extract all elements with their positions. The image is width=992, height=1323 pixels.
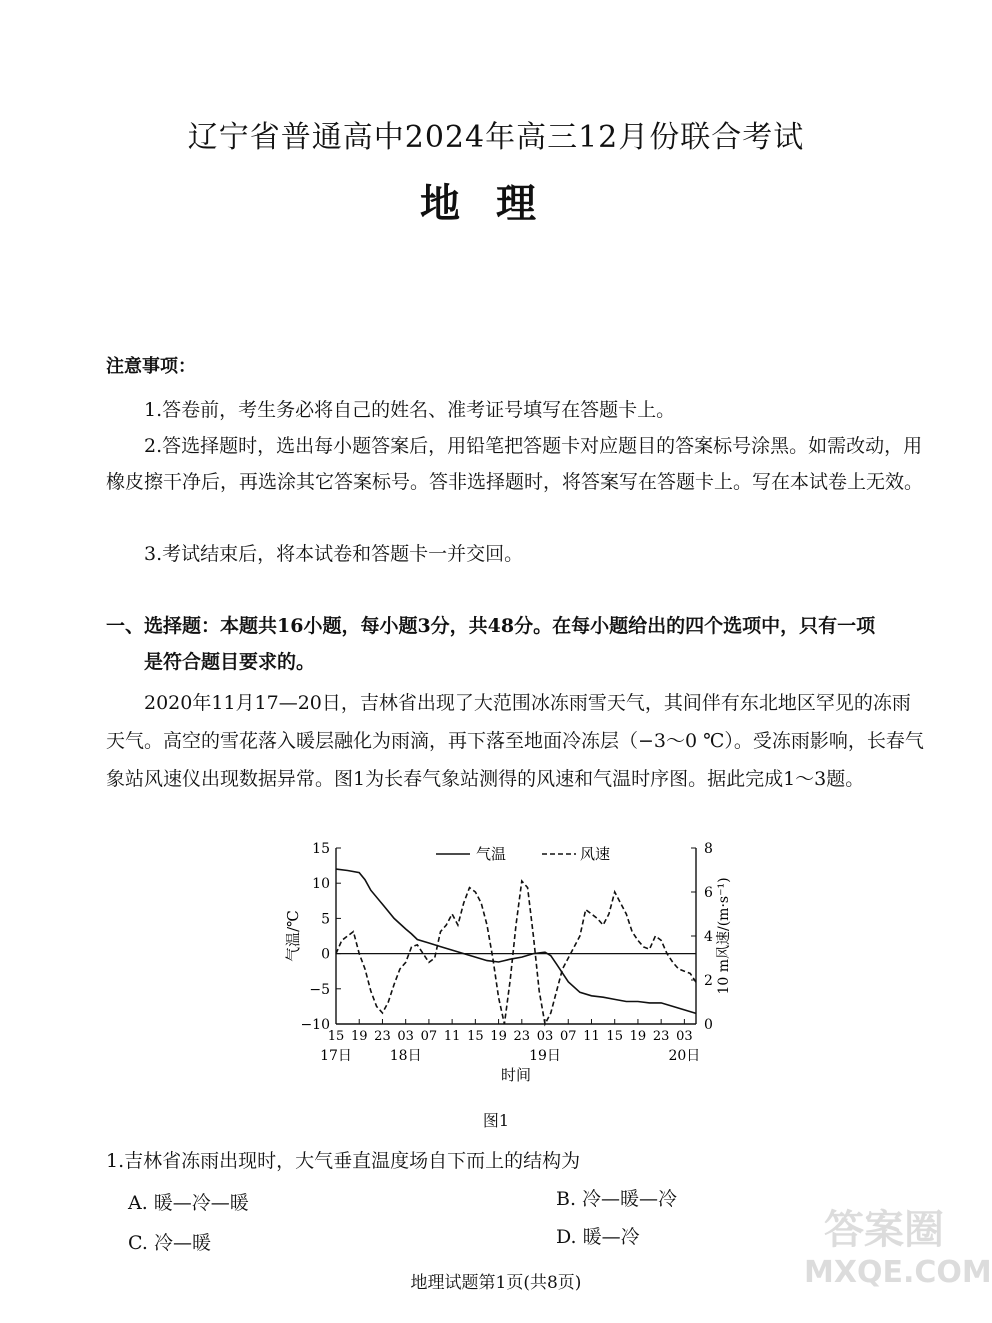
right-axis-title: 10 m风速/(m·s⁻¹) bbox=[716, 877, 732, 995]
left-tick-label: 10 bbox=[312, 876, 330, 893]
x-axis-title: 时间 bbox=[500, 1066, 532, 1084]
right-tick-label: 8 bbox=[704, 841, 713, 857]
note-item-1: 1.答卷前，考生务必将自己的姓名、准考证号填写在答题卡上。 bbox=[144, 399, 676, 421]
day-label: 19日 bbox=[529, 1048, 561, 1064]
option-c: C. 冷—暖 bbox=[128, 1232, 211, 1254]
x-tick-label: 15 bbox=[467, 1029, 484, 1044]
watermark-url: MXQE.COM bbox=[804, 1255, 992, 1290]
exam-title: 辽宁省普通高中2024年高三12月份联合考试 bbox=[187, 120, 805, 155]
section-heading-line2: 是符合题目要求的。 bbox=[144, 651, 316, 673]
left-tick-label: −5 bbox=[309, 981, 330, 998]
x-tick-label: 23 bbox=[652, 1029, 670, 1044]
notes-heading: 注意事项： bbox=[106, 356, 196, 377]
right-tick-label: 6 bbox=[704, 885, 713, 901]
right-tick-label: 0 bbox=[704, 1017, 713, 1033]
left-tick-label: 0 bbox=[321, 946, 330, 963]
x-tick-label: 11 bbox=[583, 1029, 600, 1044]
watermark-text: 答案圈 bbox=[824, 1206, 944, 1253]
left-tick-label: 5 bbox=[321, 911, 330, 928]
subject-title: 地理 bbox=[420, 180, 572, 227]
x-tick-label: 07 bbox=[420, 1029, 438, 1044]
x-tick-label: 03 bbox=[536, 1029, 554, 1044]
x-tick-label: 15 bbox=[327, 1029, 345, 1044]
x-tick-label: 19 bbox=[490, 1029, 507, 1044]
x-tick-label: 19 bbox=[629, 1029, 647, 1044]
watermark-logo bbox=[804, 1198, 992, 1308]
x-tick-label: 03 bbox=[397, 1029, 414, 1044]
legend-label-windspeed: 风速 bbox=[580, 845, 611, 863]
material-paragraph: 2020年11月17—20日，吉林省出现了大范围冰冻雨雪天气，其间伴有东北地区罕见的冻雨天气。高空的雪花落入暖层融化为雨滴，再下落至地面冷冻层（−3～0 ℃）。受冻雨影响，长春气象站风速仪出现数据异常。图1为长春气象站测得的风速和气温时序图。据此完成1～3题。 bbox=[106, 692, 924, 790]
day-label: 18日 bbox=[389, 1048, 422, 1064]
series-line-temperature bbox=[336, 869, 696, 1013]
option-a: A. 暖—冷—暖 bbox=[128, 1192, 249, 1214]
legend-label-temperature: 气温 bbox=[476, 845, 507, 863]
x-tick-label: 07 bbox=[559, 1029, 577, 1044]
question-stem: 1.吉林省冻雨出现时，大气垂直温度场自下而上的结构为 bbox=[106, 1150, 581, 1172]
x-tick-label: 23 bbox=[374, 1029, 391, 1044]
right-tick-label: 2 bbox=[704, 973, 713, 989]
left-axis-title: 气温/℃ bbox=[284, 910, 302, 962]
note-item-3: 3.考试结束后，将本试卷和答题卡一并交回。 bbox=[144, 543, 524, 565]
figure-caption: 图1 bbox=[482, 1111, 510, 1130]
section-heading-line1: 一、选择题：本题共16小题，每小题3分，共48分。在每小题给出的四个选项中，只有一项 bbox=[106, 615, 876, 637]
option-b: B. 冷—暖—冷 bbox=[556, 1188, 678, 1210]
option-d: D. 暖—冷 bbox=[556, 1226, 640, 1248]
right-tick-label: 4 bbox=[704, 929, 713, 945]
left-tick-label: −10 bbox=[300, 1017, 330, 1033]
chart-plot-area bbox=[284, 841, 732, 1084]
left-tick-label: 15 bbox=[312, 841, 330, 857]
x-tick-label: 19 bbox=[350, 1029, 368, 1044]
x-tick-label: 03 bbox=[676, 1029, 693, 1044]
figure-chart bbox=[270, 836, 730, 1098]
x-tick-label: 11 bbox=[443, 1029, 461, 1044]
page-footer: 地理试题第1页(共8页) bbox=[410, 1273, 582, 1293]
x-tick-label: 15 bbox=[606, 1029, 623, 1044]
day-label: 17日 bbox=[320, 1048, 352, 1064]
x-tick-label: 23 bbox=[513, 1029, 531, 1044]
note-item-2: 2.答选择题时，选出每小题答案后，用铅笔把答题卡对应题目的答案标号涂黑。如需改动，用橡皮擦干净后，再选涂其它答案标号。答非选择题时，将答案写在答题卡上。写在本试卷上无效。 bbox=[106, 435, 924, 493]
section-heading bbox=[106, 608, 926, 680]
day-label: 20日 bbox=[668, 1048, 701, 1064]
